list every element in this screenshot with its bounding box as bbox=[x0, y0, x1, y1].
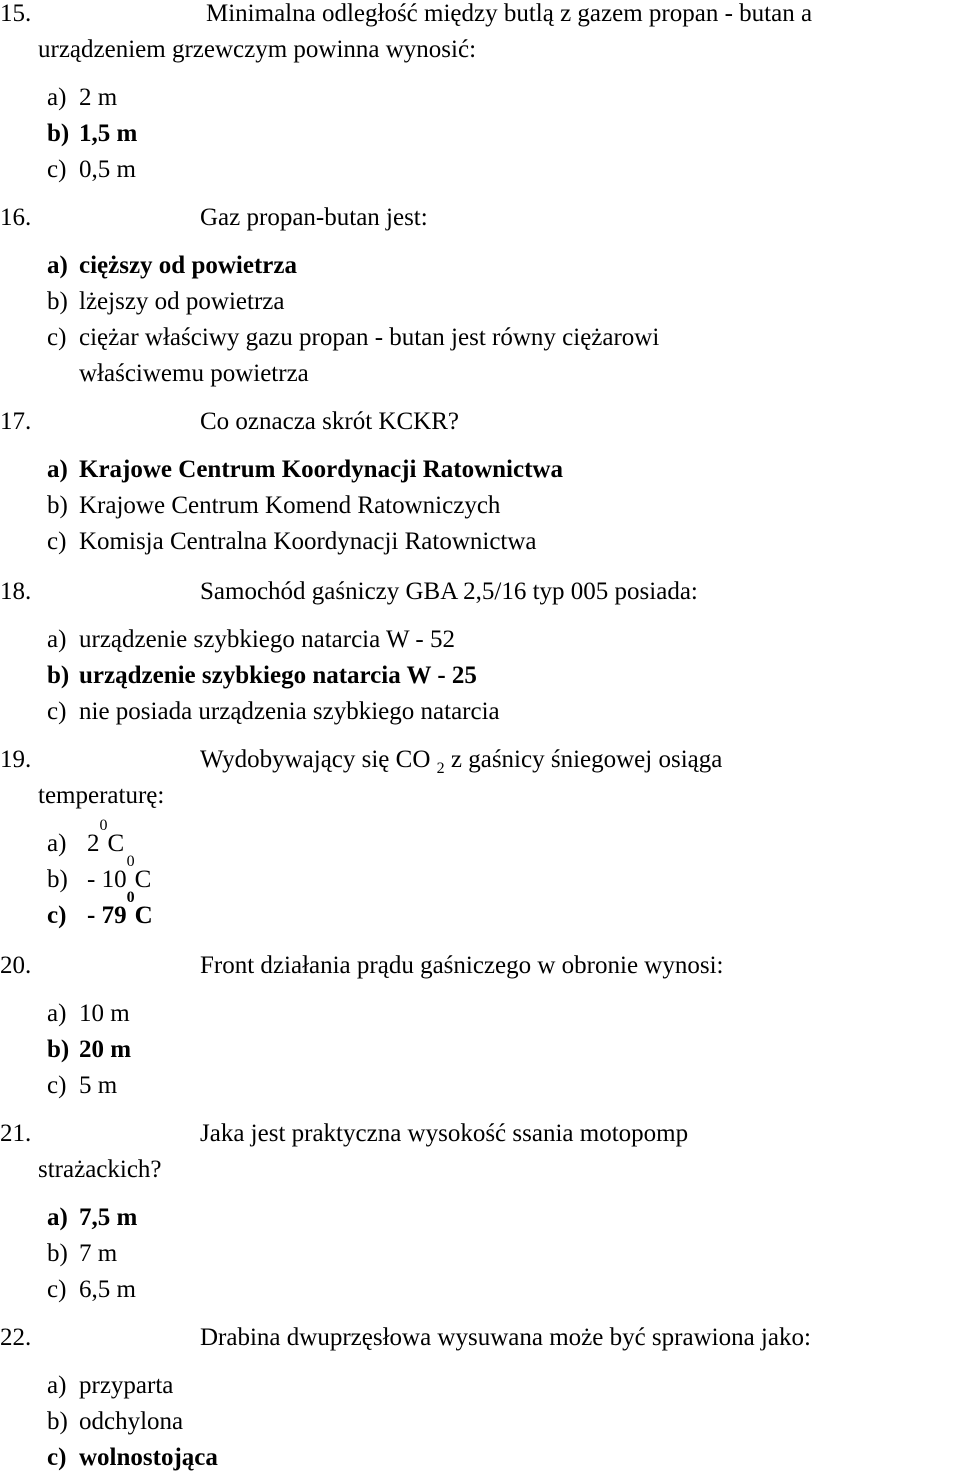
answer-option-b bbox=[47, 284, 960, 320]
answer-option-a-correct bbox=[47, 452, 960, 488]
question-18 bbox=[0, 574, 960, 730]
question-text-pre: Wydobywający się CO bbox=[200, 746, 431, 773]
question-line bbox=[0, 1116, 960, 1152]
option-text: 6,5 m bbox=[79, 1276, 136, 1303]
option-label: b) bbox=[47, 288, 68, 315]
option-text: urządzenie szybkiego natarcia W - 52 bbox=[79, 626, 455, 653]
option-label: b) bbox=[47, 1036, 70, 1063]
option-text: 7 m bbox=[79, 1240, 118, 1267]
option-label: c) bbox=[47, 156, 67, 183]
option-text: Krajowe Centrum Koordynacji Ratownictwa bbox=[79, 456, 563, 483]
answer-options bbox=[0, 817, 960, 934]
question-number: 19. bbox=[0, 746, 32, 773]
question-text: Gaz propan-butan jest: bbox=[200, 204, 428, 231]
question-19 bbox=[0, 742, 960, 934]
option-text: ciężar właściwy gazu propan - butan jest równy ciężarowi bbox=[79, 324, 660, 351]
option-value: - 10 bbox=[87, 866, 127, 893]
option-label: b) bbox=[47, 662, 70, 689]
answer-options bbox=[0, 452, 960, 560]
answer-option-c bbox=[47, 1068, 960, 1104]
answer-option-b bbox=[47, 488, 960, 524]
option-label: b) bbox=[47, 866, 68, 893]
option-label: a) bbox=[47, 456, 68, 483]
answer-options bbox=[0, 1200, 960, 1308]
option-text: Krajowe Centrum Komend Ratowniczych bbox=[79, 492, 501, 519]
degree-superscript: 0 bbox=[99, 817, 108, 834]
answer-option-a-correct bbox=[47, 1200, 960, 1236]
answer-option-b bbox=[47, 853, 960, 898]
option-unit: C bbox=[107, 830, 125, 857]
subscript-2: 2 bbox=[436, 760, 445, 777]
degree-superscript: 0 bbox=[126, 853, 135, 870]
option-text: cięższy od powietrza bbox=[79, 252, 297, 279]
question-text-continued: temperaturę: bbox=[38, 782, 165, 809]
option-label: a) bbox=[47, 84, 67, 111]
answer-option-c bbox=[47, 524, 960, 560]
answer-options bbox=[0, 1368, 960, 1476]
answer-option-b-correct bbox=[47, 1032, 960, 1068]
question-number: 18. bbox=[0, 578, 32, 605]
question-17 bbox=[0, 404, 960, 560]
question-line bbox=[0, 1320, 960, 1356]
question-text: Minimalna odległość między butlą z gazem propan - butan a bbox=[206, 0, 813, 27]
answer-option-c bbox=[47, 694, 960, 730]
question-text-post: z gaśnicy śniegowej osiąga bbox=[450, 746, 723, 773]
option-text: odchylona bbox=[79, 1408, 184, 1435]
option-label: c) bbox=[47, 1444, 67, 1471]
question-number: 17. bbox=[0, 408, 32, 435]
option-text: Komisja Centralna Koordynacji Ratownictwa bbox=[79, 528, 537, 555]
question-line bbox=[0, 742, 960, 778]
option-text: urządzenie szybkiego natarcia W - 25 bbox=[79, 662, 477, 689]
question-21 bbox=[0, 1116, 960, 1308]
question-text-continued: urządzeniem grzewczym powinna wynosić: bbox=[38, 36, 477, 63]
answer-option-c bbox=[47, 320, 960, 356]
option-text: 10 m bbox=[79, 1000, 130, 1027]
question-number: 15. bbox=[0, 0, 32, 27]
option-text: 1,5 m bbox=[79, 120, 138, 147]
question-line bbox=[0, 200, 960, 236]
option-text: 7,5 m bbox=[79, 1204, 138, 1231]
option-label: c) bbox=[47, 528, 67, 555]
question-line bbox=[0, 948, 960, 984]
question-16 bbox=[0, 200, 960, 392]
answer-option-a bbox=[47, 622, 960, 658]
answer-options bbox=[0, 248, 960, 392]
question-number: 21. bbox=[0, 1120, 32, 1147]
question-text-continued: strażackich? bbox=[38, 1156, 162, 1183]
option-text: nie posiada urządzenia szybkiego natarcia bbox=[79, 698, 500, 725]
option-label: a) bbox=[47, 1372, 67, 1399]
option-unit: C bbox=[134, 902, 153, 929]
option-label: a) bbox=[47, 252, 68, 279]
answer-option-c-correct bbox=[47, 889, 960, 934]
option-label: b) bbox=[47, 492, 68, 519]
question-line bbox=[0, 0, 960, 32]
question-number: 20. bbox=[0, 952, 32, 979]
question-20 bbox=[0, 948, 960, 1104]
question-text: Samochód gaśniczy GBA 2,5/16 typ 005 posiada: bbox=[200, 578, 698, 605]
option-label: a) bbox=[47, 1000, 67, 1027]
option-text: lżejszy od powietrza bbox=[79, 288, 285, 315]
answer-option-b bbox=[47, 1404, 960, 1440]
question-number: 16. bbox=[0, 204, 32, 231]
answer-options bbox=[0, 80, 960, 188]
option-label: b) bbox=[47, 1240, 68, 1267]
degree-superscript: 0 bbox=[126, 889, 135, 906]
option-label: b) bbox=[47, 1408, 68, 1435]
answer-option-a bbox=[47, 817, 960, 862]
option-text: 0,5 m bbox=[79, 156, 136, 183]
option-label: b) bbox=[47, 120, 70, 147]
answer-option-c bbox=[47, 1272, 960, 1308]
option-unit: C bbox=[134, 866, 152, 893]
question-15 bbox=[0, 0, 960, 188]
option-text: wolnostojąca bbox=[79, 1444, 218, 1471]
option-value: 2 bbox=[87, 830, 100, 857]
answer-option-a bbox=[47, 80, 960, 116]
option-label: a) bbox=[47, 1204, 68, 1231]
option-label: c) bbox=[47, 698, 67, 725]
option-label: c) bbox=[47, 902, 67, 929]
answer-option-b-correct bbox=[47, 116, 960, 152]
answer-option-a-correct bbox=[47, 248, 960, 284]
option-label: c) bbox=[47, 1072, 67, 1099]
answer-option-b bbox=[47, 1236, 960, 1272]
answer-option-a bbox=[47, 996, 960, 1032]
option-text: przyparta bbox=[79, 1372, 174, 1399]
option-label: c) bbox=[47, 1276, 67, 1303]
question-line bbox=[0, 404, 960, 440]
option-label: a) bbox=[47, 626, 67, 653]
question-number: 22. bbox=[0, 1324, 32, 1351]
question-line bbox=[0, 574, 960, 610]
answer-option-c-correct bbox=[47, 1440, 960, 1476]
option-label: c) bbox=[47, 324, 67, 351]
question-text: Co oznacza skrót KCKR? bbox=[200, 408, 459, 435]
answer-option-c bbox=[47, 152, 960, 188]
question-text: Drabina dwuprzęsłowa wysuwana może być sprawiona jako: bbox=[200, 1324, 811, 1351]
question-22 bbox=[0, 1320, 960, 1476]
answer-option-a bbox=[47, 1368, 960, 1404]
option-text: 5 m bbox=[79, 1072, 118, 1099]
answer-options bbox=[0, 996, 960, 1104]
question-text: Front działania prądu gaśniczego w obronie wynosi: bbox=[200, 952, 724, 979]
option-label: a) bbox=[47, 830, 67, 857]
option-text: 20 m bbox=[79, 1036, 132, 1063]
answer-options bbox=[0, 622, 960, 730]
option-text: 2 m bbox=[79, 84, 118, 111]
option-value: - 79 bbox=[87, 902, 127, 929]
answer-option-b-correct bbox=[47, 658, 960, 694]
question-text: Jaka jest praktyczna wysokość ssania motopomp bbox=[200, 1120, 689, 1147]
answer-option-c-continued: właściwemu powietrza bbox=[79, 360, 309, 387]
